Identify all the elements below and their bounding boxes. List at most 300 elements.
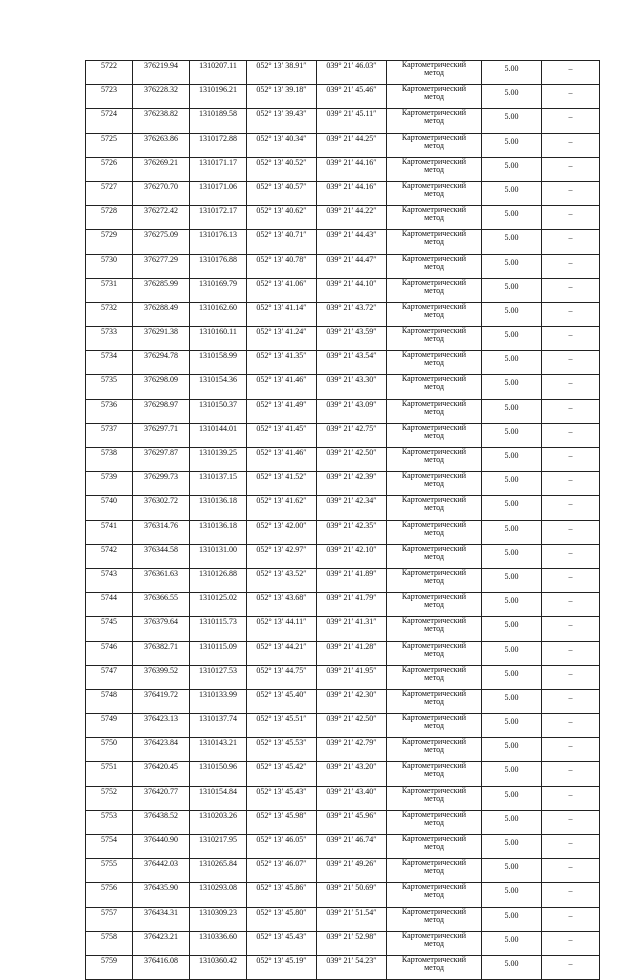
y-coordinate-cell: 1310136.18 — [190, 520, 247, 544]
longitude-cell: 039° 21′ 49.26″ — [317, 859, 387, 883]
point-number-cell: 5728 — [86, 206, 133, 230]
latitude-cell: 052° 13′ 41.24″ — [247, 327, 317, 351]
x-coordinate-cell: 376423.13 — [133, 714, 190, 738]
x-coordinate-cell: 376438.52 — [133, 810, 190, 834]
table-row — [86, 327, 600, 351]
note-cell: – — [542, 327, 600, 351]
accuracy-cell: 5.00 — [482, 133, 542, 157]
note-cell: – — [542, 133, 600, 157]
accuracy-cell: 5.00 — [482, 85, 542, 109]
method-label-line1: Картометрический — [401, 858, 467, 868]
y-coordinate-cell: 1310162.60 — [190, 302, 247, 326]
method-label-line1: Картометрический — [401, 302, 467, 311]
note-cell: – — [542, 883, 600, 907]
x-coordinate-cell: 376291.38 — [133, 327, 190, 351]
latitude-cell: 052° 13′ 41.52″ — [247, 472, 317, 496]
longitude-cell: 039° 21′ 42.79″ — [317, 738, 387, 762]
method-label-line2: метод — [424, 866, 444, 876]
accuracy-cell: 5.00 — [482, 689, 542, 713]
x-coordinate-cell: 376399.52 — [133, 665, 190, 689]
method-cell — [387, 689, 482, 713]
note-cell: – — [542, 472, 600, 496]
point-number-cell: 5736 — [86, 399, 133, 423]
x-coordinate-cell: 376366.55 — [133, 593, 190, 617]
table-row — [86, 61, 600, 85]
method-cell — [387, 472, 482, 496]
longitude-cell: 039° 21′ 42.34″ — [317, 496, 387, 520]
accuracy-cell: 5.00 — [482, 230, 542, 254]
accuracy-cell: 5.00 — [482, 157, 542, 181]
method-label-line2: метод — [424, 527, 444, 537]
accuracy-cell: 5.00 — [482, 496, 542, 520]
longitude-cell: 039° 21′ 42.10″ — [317, 544, 387, 568]
method-label-line1: Картометрический — [401, 374, 467, 384]
method-label-line2: метод — [424, 285, 444, 295]
method-label-line2: метод — [424, 358, 444, 368]
method-label-line2: метод — [424, 406, 444, 416]
point-number-cell: 5724 — [86, 109, 133, 133]
y-coordinate-cell: 1310172.17 — [190, 206, 247, 230]
longitude-cell: 039° 21′ 42.75″ — [317, 423, 387, 447]
note-cell: – — [542, 181, 600, 205]
longitude-cell: 039° 21′ 52.98″ — [317, 931, 387, 955]
latitude-cell: 052° 13′ 43.52″ — [247, 568, 317, 592]
x-coordinate-cell: 376294.78 — [133, 351, 190, 375]
x-coordinate-cell: 376269.21 — [133, 157, 190, 181]
method-label-line1: Картометрический — [401, 931, 467, 940]
y-coordinate-cell: 1310154.36 — [190, 375, 247, 399]
x-coordinate-cell: 376285.99 — [133, 278, 190, 302]
method-cell — [387, 907, 482, 931]
method-label-line2: метод — [424, 745, 444, 755]
note-cell: – — [542, 641, 600, 665]
note-cell: – — [542, 593, 600, 617]
latitude-cell: 052° 13′ 41.14″ — [247, 302, 317, 326]
method-label-line1: Картометрический — [401, 568, 467, 577]
method-cell — [387, 496, 482, 520]
latitude-cell: 052° 13′ 40.71″ — [247, 230, 317, 254]
latitude-cell: 052° 13′ 45.86″ — [247, 883, 317, 907]
method-label-line2: метод — [424, 140, 444, 150]
accuracy-cell: 5.00 — [482, 738, 542, 762]
x-coordinate-cell: 376382.71 — [133, 641, 190, 665]
method-label-line2: метод — [424, 334, 444, 344]
y-coordinate-cell: 1310131.00 — [190, 544, 247, 568]
note-cell: – — [542, 544, 600, 568]
longitude-cell: 039° 21′ 44.22″ — [317, 206, 387, 230]
longitude-cell: 039° 21′ 44.25″ — [317, 133, 387, 157]
point-number-cell: 5735 — [86, 375, 133, 399]
method-cell — [387, 327, 482, 351]
longitude-cell: 039° 21′ 50.69″ — [317, 883, 387, 907]
note-cell: – — [542, 714, 600, 738]
accuracy-cell: 5.00 — [482, 327, 542, 351]
table-body — [86, 61, 600, 980]
accuracy-cell: 5.00 — [482, 351, 542, 375]
longitude-cell: 039° 21′ 42.35″ — [317, 520, 387, 544]
note-cell: – — [542, 762, 600, 786]
method-label-line2: метод — [424, 68, 444, 77]
method-cell — [387, 665, 482, 689]
table-row — [86, 593, 600, 617]
latitude-cell: 052° 13′ 45.53″ — [247, 738, 317, 762]
accuracy-cell: 5.00 — [482, 714, 542, 738]
note-cell: – — [542, 109, 600, 133]
method-label-line1: Картометрический — [401, 84, 467, 94]
table-row — [86, 351, 600, 375]
method-cell — [387, 544, 482, 568]
accuracy-cell: 5.00 — [482, 254, 542, 278]
method-label-line1: Картометрический — [401, 254, 467, 263]
method-label-line1: Картометрический — [401, 181, 467, 190]
longitude-cell: 039° 21′ 43.30″ — [317, 375, 387, 399]
x-coordinate-cell: 376379.64 — [133, 617, 190, 641]
method-cell — [387, 714, 482, 738]
longitude-cell: 039° 21′ 44.47″ — [317, 254, 387, 278]
table-row — [86, 907, 600, 931]
table-row — [86, 786, 600, 810]
point-number-cell: 5725 — [86, 133, 133, 157]
point-number-cell: 5740 — [86, 496, 133, 520]
longitude-cell: 039° 21′ 41.28″ — [317, 641, 387, 665]
accuracy-cell: 5.00 — [482, 520, 542, 544]
method-label-line2: метод — [424, 430, 444, 440]
method-label-line2: метод — [424, 116, 444, 126]
latitude-cell: 052° 13′ 38.91″ — [247, 61, 317, 85]
table-row — [86, 859, 600, 883]
x-coordinate-cell: 376298.09 — [133, 375, 190, 399]
method-label-line1: Картометрический — [401, 423, 467, 432]
method-label-line1: Картометрический — [401, 495, 467, 505]
table-row — [86, 520, 600, 544]
latitude-cell: 052° 13′ 41.35″ — [247, 351, 317, 375]
method-cell — [387, 520, 482, 544]
y-coordinate-cell: 1310336.60 — [190, 931, 247, 955]
accuracy-cell: 5.00 — [482, 955, 542, 979]
method-cell — [387, 617, 482, 641]
x-coordinate-cell: 376419.72 — [133, 689, 190, 713]
note-cell: – — [542, 206, 600, 230]
method-label-line2: метод — [424, 551, 444, 561]
point-number-cell: 5732 — [86, 302, 133, 326]
latitude-cell: 052° 13′ 40.52″ — [247, 157, 317, 181]
latitude-cell: 052° 13′ 46.07″ — [247, 859, 317, 883]
table-row — [86, 109, 600, 133]
method-label-line1: Картометрический — [401, 520, 467, 529]
method-cell — [387, 931, 482, 955]
table-row — [86, 85, 600, 109]
note-cell: – — [542, 399, 600, 423]
longitude-cell: 039° 21′ 51.54″ — [317, 907, 387, 931]
point-number-cell: 5744 — [86, 593, 133, 617]
y-coordinate-cell: 1310172.88 — [190, 133, 247, 157]
table-row — [86, 641, 600, 665]
latitude-cell: 052° 13′ 45.98″ — [247, 810, 317, 834]
method-label-line2: метод — [424, 575, 444, 585]
x-coordinate-cell: 376361.63 — [133, 568, 190, 592]
point-number-cell: 5745 — [86, 617, 133, 641]
method-label-line1: Картометрический — [401, 60, 467, 69]
method-label-line1: Картометрический — [401, 616, 467, 626]
latitude-cell: 052° 13′ 45.19″ — [247, 955, 317, 979]
accuracy-cell: 5.00 — [482, 399, 542, 423]
longitude-cell: 039° 21′ 43.40″ — [317, 786, 387, 810]
method-label-line2: метод — [424, 600, 444, 610]
note-cell: – — [542, 157, 600, 181]
y-coordinate-cell: 1310137.74 — [190, 714, 247, 738]
longitude-cell: 039° 21′ 41.31″ — [317, 617, 387, 641]
note-cell: – — [542, 496, 600, 520]
table-row — [86, 278, 600, 302]
longitude-cell: 039° 21′ 42.39″ — [317, 472, 387, 496]
latitude-cell: 052° 13′ 44.75″ — [247, 665, 317, 689]
x-coordinate-cell: 376420.77 — [133, 786, 190, 810]
method-label-line1: Картометрический — [401, 665, 467, 674]
accuracy-cell: 5.00 — [482, 61, 542, 85]
method-cell — [387, 375, 482, 399]
latitude-cell: 052° 13′ 40.57″ — [247, 181, 317, 205]
method-label-line1: Картометрический — [401, 326, 467, 336]
method-label-line1: Картометрический — [401, 278, 467, 287]
point-number-cell: 5743 — [86, 568, 133, 592]
method-label-line2: метод — [424, 721, 444, 731]
x-coordinate-cell: 376297.71 — [133, 423, 190, 447]
method-label-line1: Картометрический — [401, 737, 467, 747]
longitude-cell: 039° 21′ 54.23″ — [317, 955, 387, 979]
table-row — [86, 544, 600, 568]
method-cell — [387, 206, 482, 230]
point-number-cell: 5726 — [86, 157, 133, 181]
longitude-cell: 039° 21′ 44.16″ — [317, 181, 387, 205]
accuracy-cell: 5.00 — [482, 665, 542, 689]
method-cell — [387, 859, 482, 883]
table-row — [86, 157, 600, 181]
method-label-line2: метод — [424, 261, 444, 271]
x-coordinate-cell: 376314.76 — [133, 520, 190, 544]
method-cell — [387, 786, 482, 810]
table-row — [86, 617, 600, 641]
method-label-line2: метод — [424, 237, 444, 247]
accuracy-cell: 5.00 — [482, 448, 542, 472]
point-number-cell: 5759 — [86, 955, 133, 979]
note-cell: – — [542, 786, 600, 810]
accuracy-cell: 5.00 — [482, 835, 542, 859]
point-number-cell: 5737 — [86, 423, 133, 447]
x-coordinate-cell: 376302.72 — [133, 496, 190, 520]
latitude-cell: 052° 13′ 41.06″ — [247, 278, 317, 302]
table-row — [86, 375, 600, 399]
latitude-cell: 052° 13′ 45.42″ — [247, 762, 317, 786]
longitude-cell: 039° 21′ 42.50″ — [317, 714, 387, 738]
y-coordinate-cell: 1310150.96 — [190, 762, 247, 786]
x-coordinate-cell: 376423.21 — [133, 931, 190, 955]
method-cell — [387, 181, 482, 205]
y-coordinate-cell: 1310136.18 — [190, 496, 247, 520]
table-row — [86, 302, 600, 326]
method-label-line1: Картометрический — [401, 592, 467, 602]
latitude-cell: 052° 13′ 40.62″ — [247, 206, 317, 230]
point-number-cell: 5749 — [86, 714, 133, 738]
y-coordinate-cell: 1310144.01 — [190, 423, 247, 447]
method-cell — [387, 133, 482, 157]
accuracy-cell: 5.00 — [482, 762, 542, 786]
longitude-cell: 039° 21′ 43.09″ — [317, 399, 387, 423]
method-label-line2: метод — [424, 962, 444, 972]
y-coordinate-cell: 1310293.08 — [190, 883, 247, 907]
method-label-line1: Картометрический — [401, 350, 467, 360]
table-row — [86, 568, 600, 592]
x-coordinate-cell: 376272.42 — [133, 206, 190, 230]
method-label-line1: Картометрический — [401, 834, 467, 843]
point-number-cell: 5741 — [86, 520, 133, 544]
y-coordinate-cell: 1310127.53 — [190, 665, 247, 689]
point-number-cell: 5753 — [86, 810, 133, 834]
latitude-cell: 052° 13′ 45.43″ — [247, 931, 317, 955]
note-cell: – — [542, 423, 600, 447]
x-coordinate-cell: 376435.90 — [133, 883, 190, 907]
note-cell: – — [542, 689, 600, 713]
note-cell: – — [542, 61, 600, 85]
x-coordinate-cell: 376344.58 — [133, 544, 190, 568]
point-number-cell: 5750 — [86, 738, 133, 762]
method-label-line1: Картометрический — [401, 399, 467, 408]
method-label-line2: метод — [424, 793, 444, 803]
method-cell — [387, 302, 482, 326]
method-label-line2: метод — [424, 188, 444, 198]
method-label-line2: метод — [424, 842, 444, 851]
latitude-cell: 052° 13′ 44.11″ — [247, 617, 317, 641]
latitude-cell: 052° 13′ 41.46″ — [247, 448, 317, 472]
method-label-line2: метод — [424, 479, 444, 489]
x-coordinate-cell: 376442.03 — [133, 859, 190, 883]
method-cell — [387, 835, 482, 859]
latitude-cell: 052° 13′ 43.68″ — [247, 593, 317, 617]
latitude-cell: 052° 13′ 45.43″ — [247, 786, 317, 810]
point-number-cell: 5723 — [86, 85, 133, 109]
x-coordinate-cell: 376299.73 — [133, 472, 190, 496]
accuracy-cell: 5.00 — [482, 786, 542, 810]
method-cell — [387, 85, 482, 109]
y-coordinate-cell: 1310150.37 — [190, 399, 247, 423]
accuracy-cell: 5.00 — [482, 181, 542, 205]
table-row — [86, 448, 600, 472]
method-cell — [387, 351, 482, 375]
accuracy-cell: 5.00 — [482, 544, 542, 568]
method-label-line2: метод — [424, 309, 444, 319]
point-number-cell: 5738 — [86, 448, 133, 472]
table-row — [86, 714, 600, 738]
longitude-cell: 039° 21′ 44.10″ — [317, 278, 387, 302]
y-coordinate-cell: 1310265.84 — [190, 859, 247, 883]
longitude-cell: 039° 21′ 46.74″ — [317, 835, 387, 859]
table-row — [86, 883, 600, 907]
point-number-cell: 5758 — [86, 931, 133, 955]
latitude-cell: 052° 13′ 45.80″ — [247, 907, 317, 931]
table-row — [86, 665, 600, 689]
method-label-line1: Картометрический — [401, 229, 467, 239]
method-label-line1: Картометрический — [401, 471, 467, 481]
y-coordinate-cell: 1310139.25 — [190, 448, 247, 472]
accuracy-cell: 5.00 — [482, 593, 542, 617]
x-coordinate-cell: 376440.90 — [133, 835, 190, 859]
x-coordinate-cell: 376298.97 — [133, 399, 190, 423]
longitude-cell: 039° 21′ 41.89″ — [317, 568, 387, 592]
longitude-cell: 039° 21′ 42.30″ — [317, 689, 387, 713]
method-cell — [387, 61, 482, 85]
method-label-line1: Картометрический — [401, 713, 467, 723]
method-cell — [387, 883, 482, 907]
accuracy-cell: 5.00 — [482, 931, 542, 955]
longitude-cell: 039° 21′ 45.46″ — [317, 85, 387, 109]
note-cell: – — [542, 351, 600, 375]
method-label-line2: метод — [424, 672, 444, 682]
note-cell: – — [542, 859, 600, 883]
y-coordinate-cell: 1310160.11 — [190, 327, 247, 351]
point-number-cell: 5746 — [86, 641, 133, 665]
table-row — [86, 423, 600, 447]
accuracy-cell: 5.00 — [482, 472, 542, 496]
y-coordinate-cell: 1310154.84 — [190, 786, 247, 810]
method-cell — [387, 593, 482, 617]
y-coordinate-cell: 1310189.58 — [190, 109, 247, 133]
latitude-cell: 052° 13′ 41.45″ — [247, 423, 317, 447]
table-row — [86, 133, 600, 157]
longitude-cell: 039° 21′ 45.11″ — [317, 109, 387, 133]
y-coordinate-cell: 1310143.21 — [190, 738, 247, 762]
method-label-line1: Картометрический — [401, 447, 467, 456]
method-label-line2: метод — [424, 382, 444, 392]
longitude-cell: 039° 21′ 41.95″ — [317, 665, 387, 689]
y-coordinate-cell: 1310158.99 — [190, 351, 247, 375]
method-cell — [387, 254, 482, 278]
method-label-line2: метод — [424, 213, 444, 223]
y-coordinate-cell: 1310176.13 — [190, 230, 247, 254]
point-number-cell: 5730 — [86, 254, 133, 278]
point-number-cell: 5734 — [86, 351, 133, 375]
method-label-line1: Картометрический — [401, 810, 467, 819]
x-coordinate-cell: 376275.09 — [133, 230, 190, 254]
x-coordinate-cell: 376420.45 — [133, 762, 190, 786]
method-label-line1: Картометрический — [401, 157, 467, 166]
method-label-line2: метод — [424, 769, 444, 779]
y-coordinate-cell: 1310171.06 — [190, 181, 247, 205]
method-label-line1: Картометрический — [401, 641, 467, 650]
method-cell — [387, 448, 482, 472]
method-label-line2: метод — [424, 92, 444, 102]
x-coordinate-cell: 376434.31 — [133, 907, 190, 931]
method-label-line2: метод — [424, 164, 444, 174]
latitude-cell: 052° 13′ 45.51″ — [247, 714, 317, 738]
method-cell — [387, 230, 482, 254]
accuracy-cell: 5.00 — [482, 883, 542, 907]
longitude-cell: 039° 21′ 43.20″ — [317, 762, 387, 786]
accuracy-cell: 5.00 — [482, 568, 542, 592]
y-coordinate-cell: 1310360.42 — [190, 955, 247, 979]
point-number-cell: 5731 — [86, 278, 133, 302]
note-cell: – — [542, 810, 600, 834]
note-cell: – — [542, 907, 600, 931]
latitude-cell: 052° 13′ 40.78″ — [247, 254, 317, 278]
latitude-cell: 052° 13′ 41.46″ — [247, 375, 317, 399]
latitude-cell: 052° 13′ 42.97″ — [247, 544, 317, 568]
point-number-cell: 5757 — [86, 907, 133, 931]
point-number-cell: 5722 — [86, 61, 133, 85]
method-cell — [387, 762, 482, 786]
y-coordinate-cell: 1310207.11 — [190, 61, 247, 85]
method-cell — [387, 157, 482, 181]
y-coordinate-cell: 1310115.09 — [190, 641, 247, 665]
y-coordinate-cell: 1310171.17 — [190, 157, 247, 181]
